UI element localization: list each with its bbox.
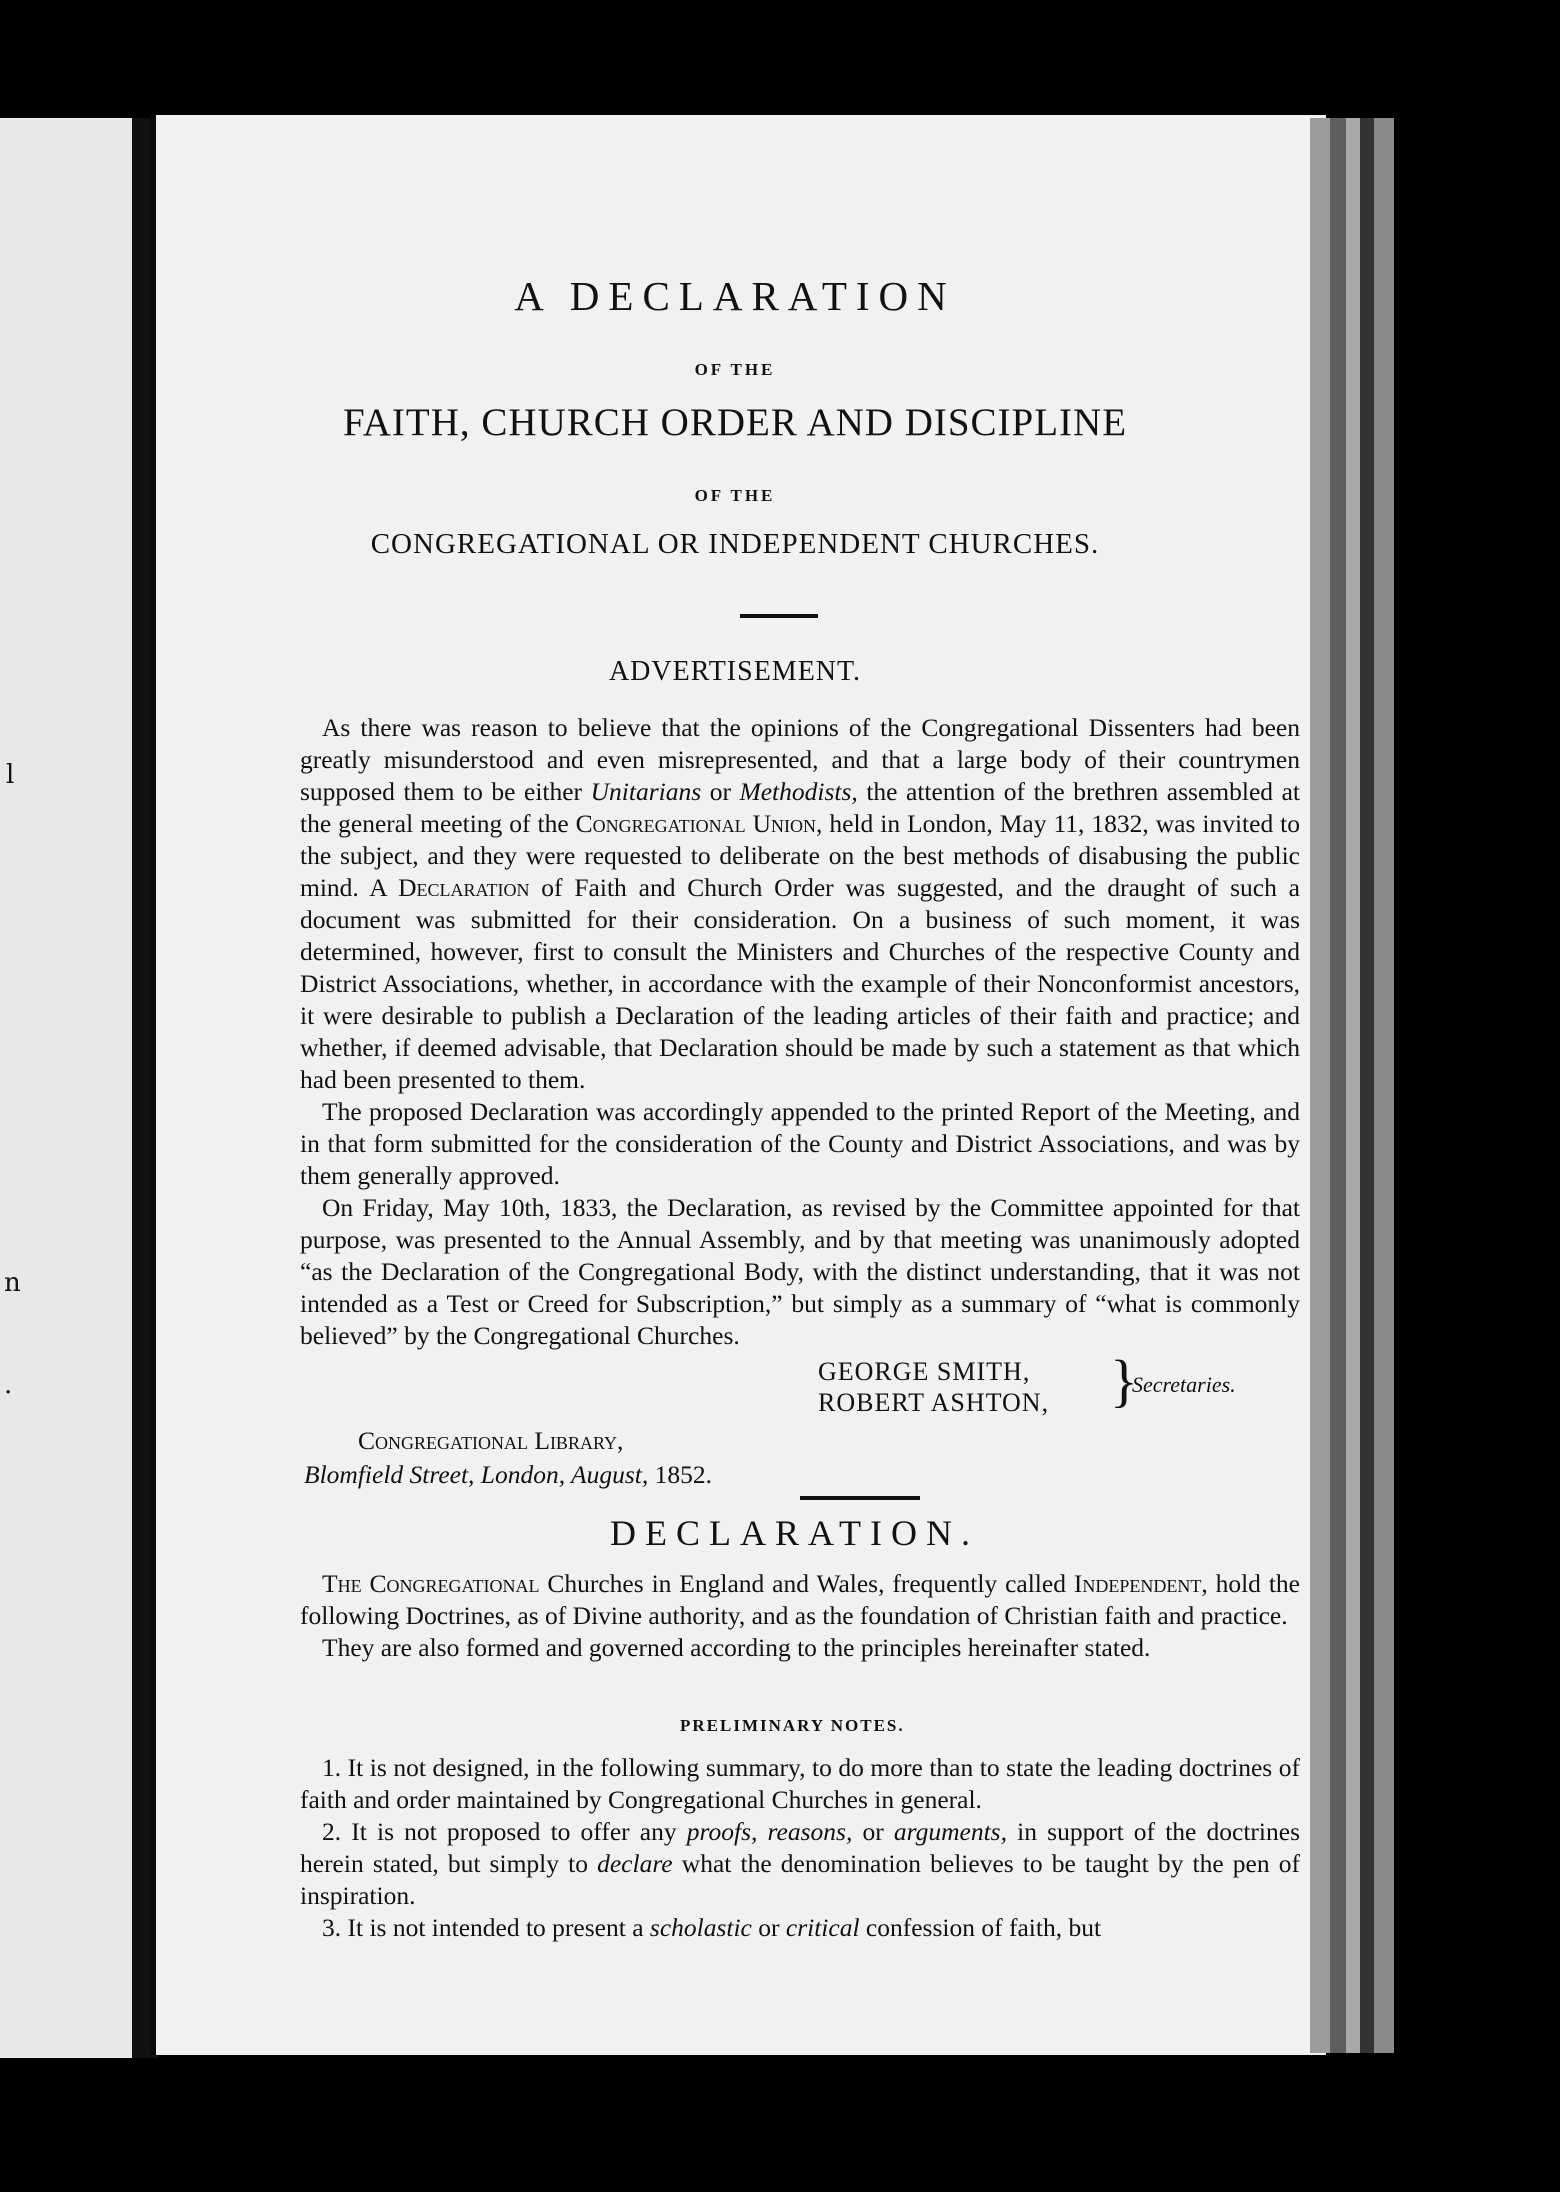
- text-run: in support of the doctrines herein stated, but simply to: [300, 1817, 1300, 1878]
- advertisement-paragraph: On Friday, May 10th, 1833, the Declaration, as revised by the Committee appointed for that purpose, was presented to the Annual Assembly, and by that meeting was unanimously adopted “as the Declaration of the Congregational Body, with the distinct understanding, that it was not intended as a Test or Creed for Subscription,” but simply as a summary of “what is commonly believed” by the Congregational Churches.: [300, 1193, 1300, 1350]
- text-run: Methodists,: [739, 777, 858, 806]
- title-churches: CONGREGATIONAL OR INDEPENDENT CHURCHES.: [370, 528, 1100, 560]
- text-run: 2. It is not proposed to offer any: [322, 1817, 687, 1846]
- signer-name: ROBERT ASHTON,: [818, 1388, 1050, 1417]
- address-year: 1852.: [648, 1460, 712, 1489]
- text-run: what the denomination believes to be taught by the pen of inspiration.: [300, 1849, 1300, 1910]
- text-run: confession of faith, but: [859, 1913, 1102, 1942]
- text-run: Churches in England and Wales, frequently called: [539, 1569, 1074, 1598]
- section-divider: [800, 1496, 920, 1500]
- library-name: Congregational Library,: [358, 1426, 624, 1455]
- text-run: or: [751, 1913, 786, 1942]
- title-of-the: OF THE: [694, 486, 776, 505]
- declaration-body: [300, 1568, 1300, 1664]
- note-item: [300, 1816, 1300, 1912]
- page-edge: [1330, 118, 1346, 2053]
- title-declaration: A DECLARATION: [514, 273, 956, 319]
- signer-name: GEORGE SMITH,: [818, 1357, 1031, 1386]
- text-run: 3. It is not intended to present a: [322, 1913, 650, 1942]
- note-item: [300, 1912, 1300, 1944]
- secretaries-label: Secretaries.: [1132, 1372, 1236, 1397]
- advertisement-heading: ADVERTISEMENT.: [608, 656, 862, 687]
- fragment-text: .: [4, 1370, 13, 1400]
- text-run: scholastic: [649, 1913, 752, 1942]
- fragment-text: l: [6, 760, 15, 790]
- text-run: the attention of the brethren assembled at the general meeting of the: [300, 777, 1300, 838]
- text-run: Congregational Union: [575, 809, 817, 838]
- declaration-paragraph: They are also formed and governed according to the principles hereinafter stated.: [322, 1633, 1151, 1662]
- page-edge: [1360, 118, 1374, 2053]
- facing-page-fragment: [0, 118, 132, 2058]
- advertisement-body: [300, 712, 1300, 1352]
- signatories: [818, 1356, 1049, 1418]
- text-run: Declaration: [398, 873, 530, 902]
- text-run: critical: [785, 1913, 860, 1942]
- declaration-paragraph: [300, 1568, 1300, 1632]
- text-run: As there was reason to believe that the opinions of the Congregational Dissenters had been greatly misunderstood and even misrepresented, and that a large body of their countrymen supposed them to be either: [300, 713, 1300, 806]
- note-item: 1. It is not designed, in the following summary, to do more than to state the leading doctrines of faith and order maintained by Congregational Churches in general.: [300, 1753, 1300, 1814]
- address-line: [304, 1460, 712, 1489]
- text-run: proofs, reasons,: [686, 1817, 853, 1846]
- text-run: of Faith and Church Order was suggested, and the draught of such a document was submitted for their consideration. On a business of such moment, it was determined, however, first to consult the Ministers and Churches of the respective County and District Associations, whether, in accordance with the example of their Nonconformist ancestors, it were desirable to publish a Declaration of the leading articles of their faith and practice; and whether, if deemed advisable, that Declaration should be made by such a statement as that which had been presented to them.: [300, 873, 1301, 1094]
- text-run: arguments,: [893, 1817, 1007, 1846]
- page-edge: [1374, 118, 1394, 2053]
- declaration-heading: DECLARATION.: [610, 1513, 979, 1553]
- text-run: or: [852, 1817, 894, 1846]
- advertisement-paragraph: The proposed Declaration was accordingly appended to the printed Report of the Meeting, and in that form submitted for the consideration of the County and District Associations, and was by them generally approved.: [300, 1097, 1300, 1190]
- advertisement-paragraph: [300, 712, 1300, 1096]
- brace-glyph: }: [1110, 1348, 1138, 1413]
- text-run: Unitarians: [590, 777, 702, 806]
- text-run: Independent: [1073, 1569, 1202, 1598]
- section-divider: [740, 614, 818, 618]
- page-edge: [1346, 118, 1360, 2053]
- text-run: or: [701, 777, 740, 806]
- address-street: Blomfield Street, London, August,: [304, 1460, 649, 1489]
- text-run: declare: [597, 1849, 673, 1878]
- library-address: [304, 1424, 712, 1492]
- fragment-text: n: [4, 1268, 21, 1298]
- title-of-the: OF THE: [694, 360, 776, 379]
- text-run: The Congregational: [322, 1569, 540, 1598]
- title-subject: FAITH, CHURCH ORDER AND DISCIPLINE: [342, 401, 1128, 444]
- preliminary-notes: [300, 1752, 1300, 1944]
- preliminary-notes-heading: PRELIMINARY NOTES.: [680, 1716, 905, 1735]
- text-run: , held in London, May 11, 1832, was invited to the subject, and they were requested to deliberate on the best methods of disabusing the public mind. A: [300, 809, 1301, 902]
- text-run: , hold the following Doctrines, as of Divine authority, and as the foundation of Christian faith and practice.: [300, 1569, 1300, 1630]
